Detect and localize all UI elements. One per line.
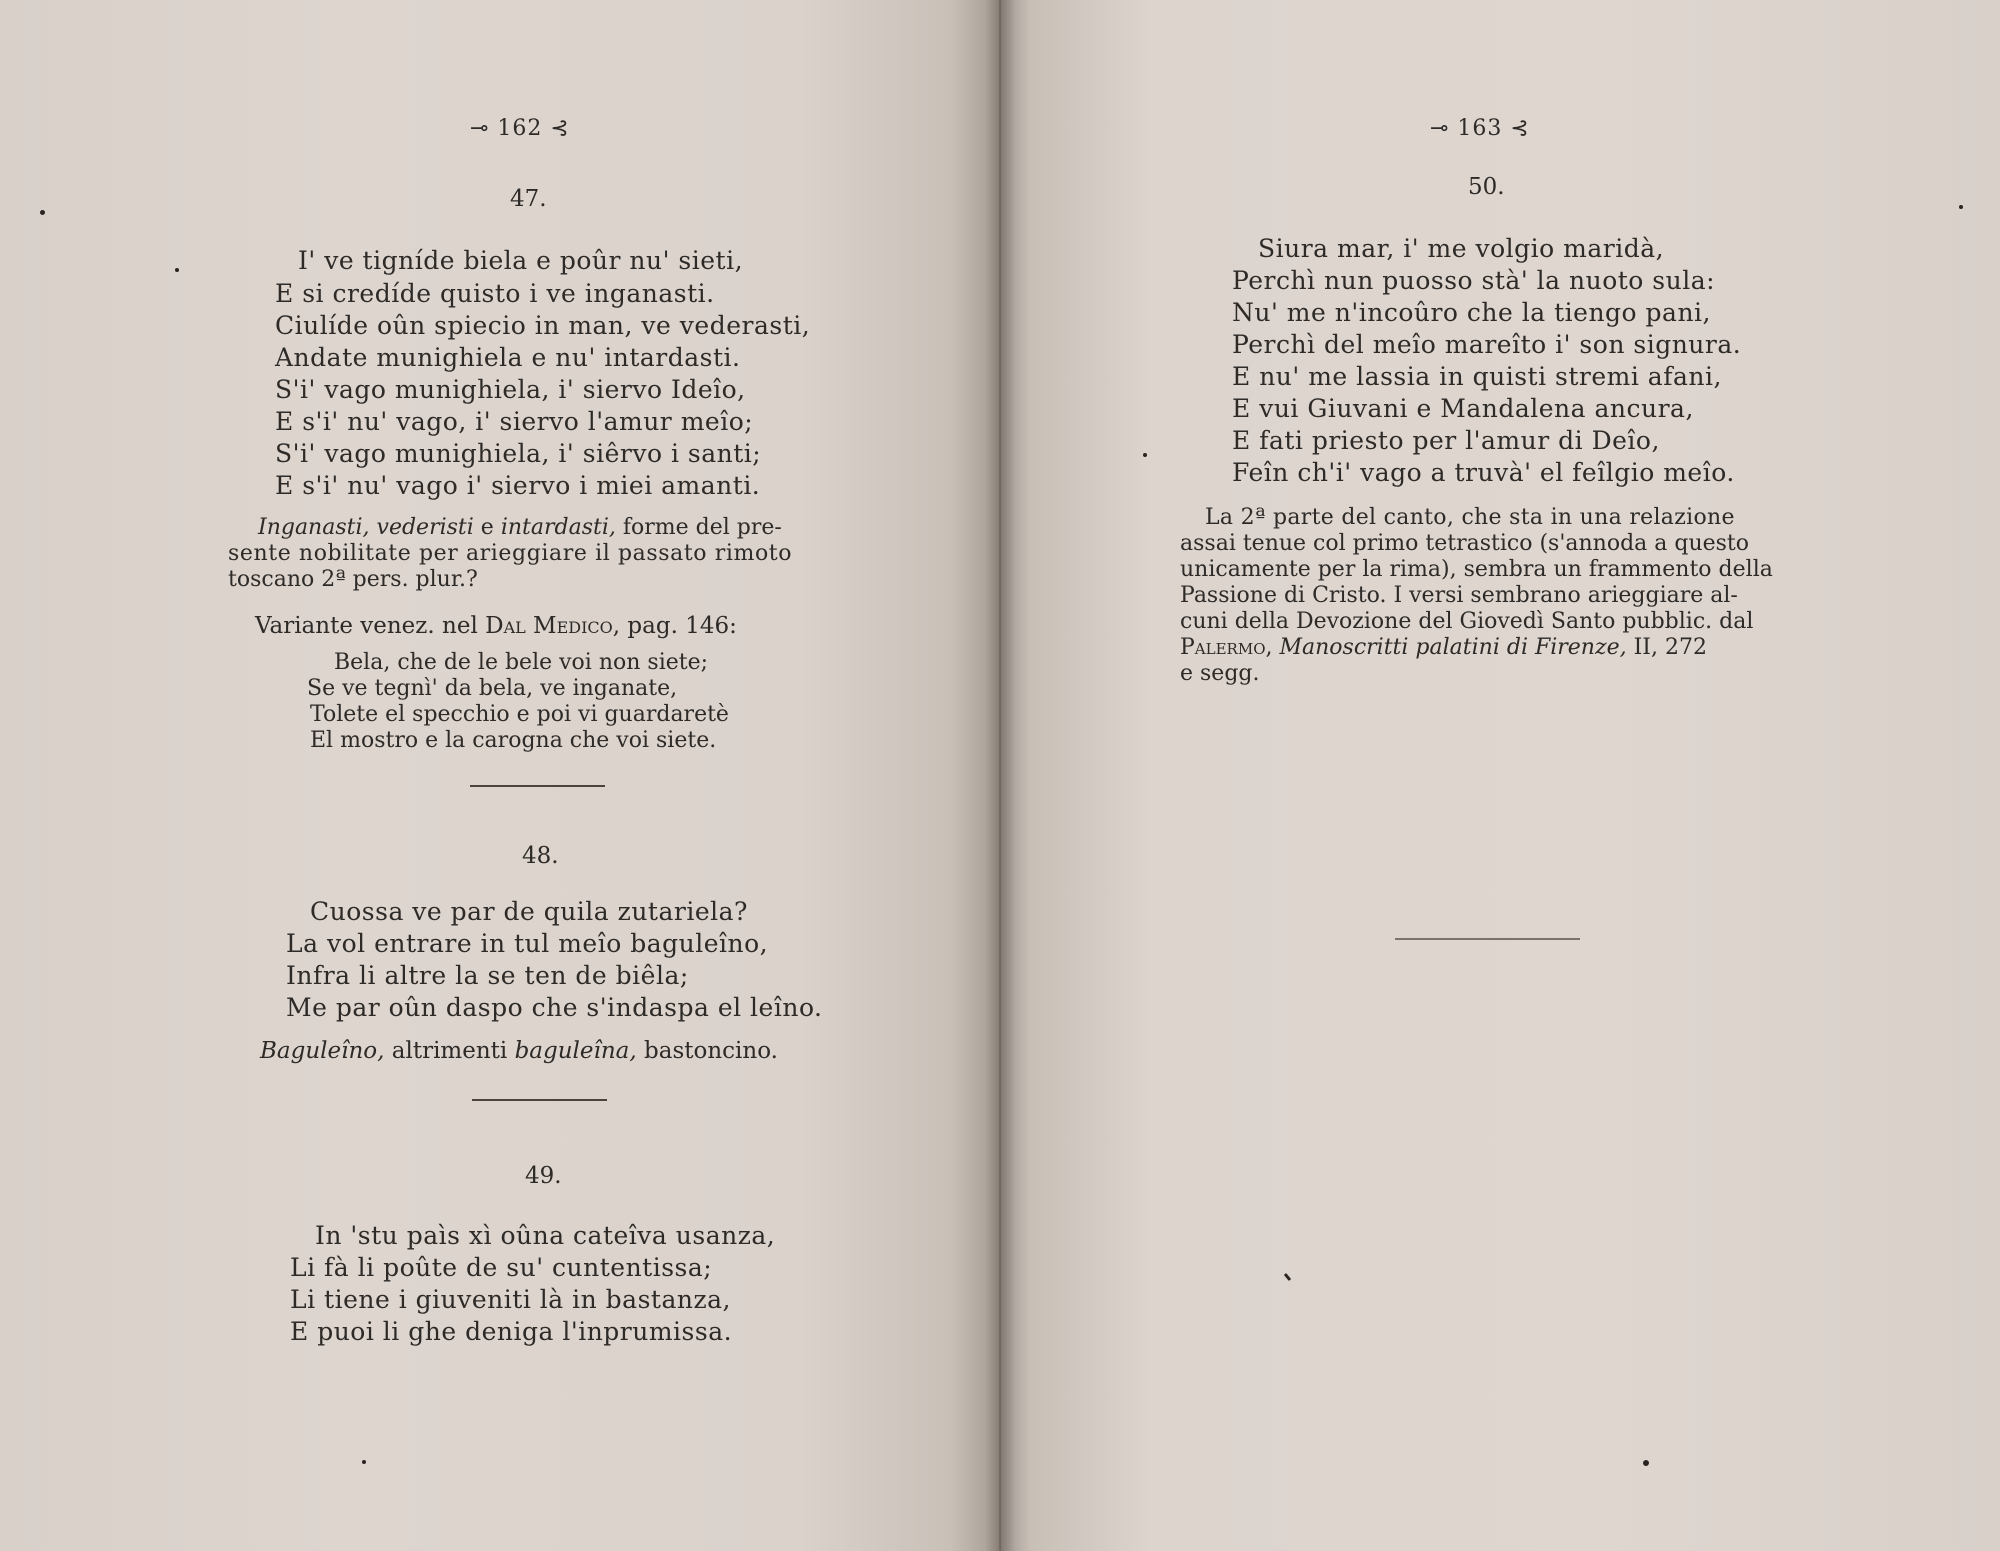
poem-number: 49.	[525, 1163, 562, 1189]
verse-line: Perchì nun puosso stà' la nuoto sula:	[1232, 266, 1716, 295]
verse-line: Perchì del meîo mareîto i' son signura.	[1232, 330, 1742, 359]
verse-line: E fati priesto per l'amur di Deîo,	[1232, 426, 1660, 455]
verse-line: In 'stu paìs xì oûna cateîva usanza,	[315, 1221, 776, 1250]
verse-line: E puoi li ghe deniga l'inprumissa.	[290, 1317, 733, 1346]
poem-number: 50.	[1468, 174, 1505, 200]
footnote-line: Inganasti, vederisti e intardasti, forme del pre-	[258, 515, 782, 540]
footnote-line: Passione di Cristo. I versi sembrano arieggiare al-	[1180, 583, 1738, 608]
paper-speck	[175, 268, 179, 272]
verse-line: Andate munighiela e nu' intardasti.	[275, 343, 741, 372]
footnote-line: La 2ª parte del canto, che sta in una relazione	[1205, 505, 1735, 530]
verse-line: E s'i' nu' vago, i' siervo l'amur meîo;	[275, 407, 754, 436]
footnote-line: Baguleîno, altrimenti baguleîna, bastoncino.	[260, 1038, 778, 1064]
poem-number: 48.	[522, 843, 559, 869]
paper-speck	[1284, 1273, 1291, 1281]
verse-line: E nu' me lassia in quisti stremi afani,	[1232, 362, 1722, 391]
variant-line: Tolete el specchio e poi vi guardaretè	[310, 702, 729, 727]
poem-number: 47.	[510, 186, 547, 212]
variant-line: Bela, che de le bele voi non siete;	[334, 650, 709, 675]
verse-line: E si credíde quisto i ve inganasti.	[275, 279, 715, 308]
footnote-line: e segg.	[1180, 661, 1260, 686]
verse-line: Cuossa ve par de quila zutariela?	[310, 897, 748, 926]
variant-line: Se ve tegnì' da bela, ve inganate,	[307, 676, 678, 701]
page-number: ⊸ 163 ⊰	[1430, 116, 1530, 141]
page-number: ⊸ 162 ⊰	[470, 116, 570, 141]
section-divider	[1395, 938, 1580, 940]
verse-line: Infra li altre la se ten de biêla;	[286, 961, 689, 990]
book-gutter	[985, 0, 1015, 1551]
verse-line: E vui Giuvani e Mandalena ancura,	[1232, 394, 1694, 423]
verse-line: Siura mar, i' me volgio maridà,	[1258, 234, 1665, 263]
section-divider	[472, 1099, 607, 1101]
verse-line: Li fà li poûte de su' cuntentissa;	[290, 1253, 713, 1282]
section-divider	[470, 785, 605, 787]
footnote-line: unicamente per la rima), sembra un frammento della	[1180, 557, 1773, 582]
paper-speck	[1143, 453, 1147, 457]
paper-speck	[1643, 1460, 1649, 1466]
verse-line: S'i' vago munighiela, i' siêrvo i santi;	[275, 439, 762, 468]
verse-line: Li tiene i giuveniti là in bastanza,	[290, 1285, 731, 1314]
verse-line: Feîn ch'i' vago a truvà' el feîlgio meîo.	[1232, 458, 1735, 487]
paper-speck	[362, 1460, 366, 1464]
right-page	[1000, 0, 2000, 1551]
verse-line: S'i' vago munighiela, i' siervo Ideîo,	[275, 375, 746, 404]
footnote-line: sente nobilitate per arieggiare il passato rimoto	[228, 541, 793, 566]
variant-line: El mostro e la carogna che voi siete.	[310, 728, 717, 753]
verse-line: Me par oûn daspo che s'indaspa el leîno.	[286, 993, 823, 1022]
paper-speck	[40, 210, 45, 215]
paper-speck	[1959, 205, 1963, 209]
verse-line: Nu' me n'incoûro che la tiengo pani,	[1232, 298, 1711, 327]
verse-line: E s'i' nu' vago i' siervo i miei amanti.	[275, 471, 761, 500]
footnote-line: cuni della Devozione del Giovedì Santo pubblic. dal	[1180, 609, 1754, 634]
verse-line: Ciulíde oûn spiecio in man, ve vederasti,	[275, 311, 811, 340]
footnote-line: Palermo, Manoscritti palatini di Firenze, II, 272	[1180, 635, 1707, 660]
verse-line: La vol entrare in tul meîo baguleîno,	[286, 929, 769, 958]
footnote-line: toscano 2ª pers. plur.?	[228, 567, 478, 592]
variant-intro: Variante venez. nel Dal Medico, pag. 146:	[255, 613, 737, 639]
verse-line: I' ve tigníde biela e poûr nu' sieti,	[298, 246, 744, 275]
footnote-line: assai tenue col primo tetrastico (s'annoda a questo	[1180, 531, 1750, 556]
